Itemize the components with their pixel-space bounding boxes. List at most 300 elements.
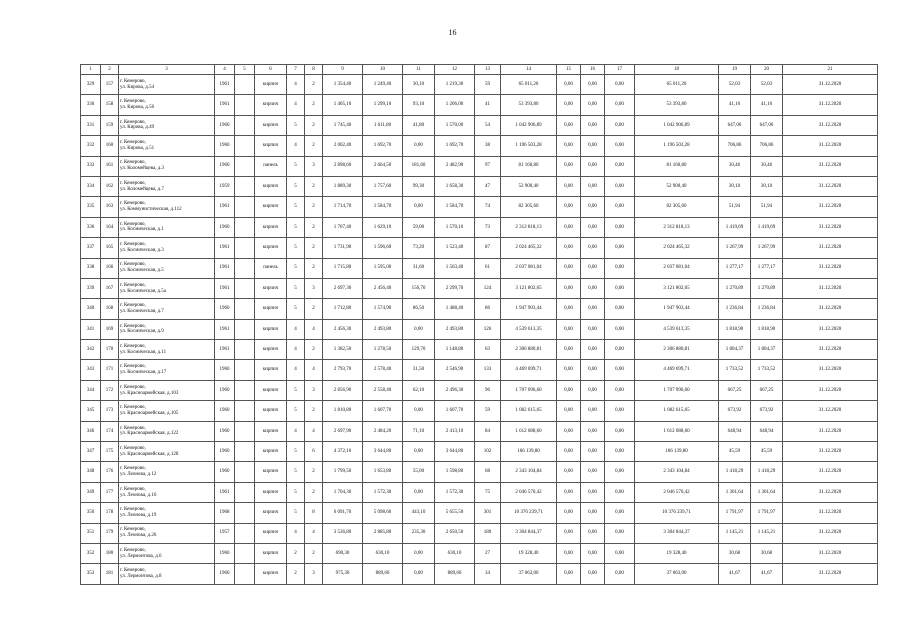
table-cell: 0,00 [557,503,581,523]
table-cell: 5 [287,401,305,421]
address-street: ул. Лермонтова, д.6 [120,553,162,559]
column-number-cell: 13 [475,65,501,75]
table-cell: 0,00 [557,238,581,258]
table-cell: 0,00 [605,482,635,502]
table-cell: 1 563,40 [435,258,475,278]
table-cell: 160 [101,136,119,156]
table-cell: 3 [305,564,323,584]
table-cell [235,421,255,441]
table-cell: 180 [475,523,501,543]
table-cell: 59 [475,75,501,95]
table-cell: 75 [475,482,501,502]
address-city: г. Кемерово, [120,242,146,248]
table-cell: панель [255,156,287,176]
address-city: г. Кемерово, [120,262,146,268]
table-cell: 2 002,40 [323,136,363,156]
address-street: ул. Кирова, д.49 [120,125,155,131]
table-cell [235,217,255,237]
table-cell: 1960 [215,401,235,421]
table-cell: 1 799,50 [323,462,363,482]
column-number-cell: 7 [287,65,305,75]
address-city: г. Кемерово, [120,119,146,125]
column-number-cell: 6 [255,65,287,75]
table-cell: 71,10 [403,421,435,441]
table-row [81,156,878,176]
column-number-cell: 16 [581,65,605,75]
address-cell [119,340,215,360]
table-cell: 0,00 [581,258,605,278]
table-cell: 349 [81,482,101,502]
table-cell: кирпич [255,523,287,543]
table-cell: 47 [475,176,501,196]
table-row [81,197,878,217]
table-cell: 0,00 [581,156,605,176]
table-cell: 1 692,70 [435,136,475,156]
table-cell: 2 [305,217,323,237]
address-street: ул. Кирова, д.51 [120,145,155,151]
column-number-cell: 17 [605,65,635,75]
table-cell: 52,03 [719,75,751,95]
column-number-cell: 2 [101,65,119,75]
table-cell: 82 305,60 [635,197,719,217]
table-cell: 174 [101,421,119,441]
address-cell [119,95,215,115]
table-cell: 124 [475,278,501,298]
table-cell: 0,00 [581,564,605,584]
table-cell: 2 [305,543,323,563]
table-cell: 175 [101,442,119,462]
table-cell: 86,50 [403,299,435,319]
address-city: г. Кемерово, [120,384,146,390]
address-city: г. Кемерово, [120,568,146,574]
table-cell: 0,00 [557,564,581,584]
table-cell: 350 [81,503,101,523]
column-number-cell: 15 [557,65,581,75]
table-cell: 0,00 [581,238,605,258]
column-number-cell: 19 [719,65,751,75]
table-cell: 0,00 [581,95,605,115]
table-cell: 2 [287,564,305,584]
address-city: г. Кемерово, [120,78,146,84]
table-cell: 1 277,17 [719,258,751,278]
table-cell: 2 299,70 [435,278,475,298]
table-cell: 31,50 [403,360,435,380]
address-cell [119,462,215,482]
table-cell: 3 644,80 [435,442,475,462]
table-cell: 0,00 [605,75,635,95]
address-city: г. Кемерово, [120,527,146,533]
table-cell: 0,00 [557,136,581,156]
table-cell: 166 [101,258,119,278]
table-cell: 31.12.2020 [783,217,878,237]
table-cell: 1 572,30 [363,482,403,502]
address-cell [119,176,215,196]
table-cell: 343 [81,360,101,380]
table-row [81,462,878,482]
table-cell: 1 419,69 [751,217,783,237]
table-cell: 2 578,40 [363,360,403,380]
table-cell: 0,00 [581,360,605,380]
table-cell: 5 655,50 [435,503,475,523]
table-cell [235,115,255,135]
table-cell: кирпич [255,564,287,584]
table-cell: 0,00 [605,217,635,237]
table-cell: 1 267,99 [751,238,783,258]
table-cell: 62,10 [403,380,435,400]
table-cell: 1 418,29 [751,462,783,482]
table-cell [235,258,255,278]
table-cell: 31.12.2020 [783,523,878,543]
table-cell: 0,00 [557,156,581,176]
table-cell: 333 [81,156,101,176]
table-cell: кирпич [255,176,287,196]
address-city: г. Кемерово, [120,221,146,227]
table-cell: кирпич [255,299,287,319]
table-cell: 1961 [215,278,235,298]
table-cell: кирпич [255,238,287,258]
address-city: г. Кемерово, [120,282,146,288]
table-cell: 2 558,40 [363,380,403,400]
table-cell: кирпич [255,340,287,360]
table-cell [235,176,255,196]
table-cell: 648,94 [751,421,783,441]
table-cell: 82 305,60 [501,197,557,217]
table-cell: 0,00 [581,380,605,400]
table-cell: 630,10 [363,543,403,563]
table-cell: кирпич [255,380,287,400]
table-cell [235,197,255,217]
table-row [81,95,878,115]
table-cell: 1 419,69 [719,217,751,237]
table-cell: 31.12.2020 [783,176,878,196]
table-cell: 1 707 096,60 [635,380,719,400]
table-cell: 1 301,64 [751,482,783,502]
table-cell: 31.12.2020 [783,299,878,319]
table-cell: 2 885,80 [363,523,403,543]
table-cell: 2 046 570,42 [501,482,557,502]
table-cell: 330 [81,95,101,115]
table-cell: 0,00 [605,380,635,400]
column-number-cell: 3 [119,65,215,75]
table-cell: 2 [305,238,323,258]
table-cell: 4 [305,421,323,441]
table-cell: 52 900,40 [635,176,719,196]
table-cell: 1 707 096,60 [501,380,557,400]
table-cell: 4 372,10 [323,442,363,462]
table-cell: 30,46 [751,156,783,176]
table-cell: 5 [287,462,305,482]
table-cell: 0,00 [403,319,435,339]
table-cell: кирпич [255,543,287,563]
address-cell [119,278,215,298]
table-cell: 1 731,90 [323,238,363,258]
table-cell: 344 [81,380,101,400]
table-cell: 1 692,70 [363,136,403,156]
table-cell: 86 [475,299,501,319]
table-cell: 647,06 [719,115,751,135]
table-row [81,258,878,278]
table-cell: 1 791,97 [719,503,751,523]
table-cell: 1 598,80 [435,462,475,482]
table-cell: 0,00 [605,421,635,441]
table-cell: 1 270,89 [751,278,783,298]
table-cell: 0,00 [581,523,605,543]
table-cell: 1 236,84 [719,299,751,319]
address-city: г. Кемерово, [120,486,146,492]
table-cell: 181 [101,564,119,584]
table-cell: 8 [305,503,323,523]
table-cell: 647,06 [751,115,783,135]
table-cell: 1 148,80 [435,340,475,360]
table-cell [235,442,255,462]
table-cell: 179 [101,523,119,543]
table-cell: 1 574,90 [363,299,403,319]
table-row [81,503,878,523]
address-cell [119,380,215,400]
table-cell: 2 [305,462,323,482]
table-cell: 126 [475,319,501,339]
table-cell: 133 [475,360,501,380]
table-cell: 2 [305,115,323,135]
table-cell: 0,00 [605,503,635,523]
table-cell: 31.12.2020 [783,115,878,135]
table-cell: 81 160,80 [501,156,557,176]
table-cell: 1 596,60 [363,238,403,258]
table-cell: 1 818,90 [751,319,783,339]
table-cell: 172 [101,380,119,400]
address-city: г. Кемерово, [120,425,146,431]
table-cell: 347 [81,442,101,462]
table-cell: 1 712,80 [323,299,363,319]
table-cell: 51,94 [751,197,783,217]
column-number-cell: 11 [403,65,435,75]
address-street: ул. Кирова, д.54 [120,84,155,90]
table-cell: 339 [81,278,101,298]
table-cell: 0,00 [605,564,635,584]
table-cell: 2 546,90 [435,360,475,380]
address-street: ул. Космическая, д.9 [120,329,164,335]
table-cell: 1 277,17 [751,258,783,278]
table-cell: 5 [287,503,305,523]
table-cell: 338 [81,258,101,278]
table-cell: 1961 [215,258,235,278]
table-cell [235,380,255,400]
table-cell: 0,00 [557,360,581,380]
table-cell: 31.12.2020 [783,401,878,421]
table-cell [235,482,255,502]
table-cell: 1 270,89 [719,278,751,298]
table-cell: 1 818,90 [719,319,751,339]
table-cell: 2 [305,340,323,360]
address-street: ул. Коломейцева, д.7 [120,186,164,192]
table-row [81,115,878,135]
table-cell: кирпич [255,75,287,95]
table-cell: 163 [101,197,119,217]
table-cell: кирпич [255,482,287,502]
table-cell: 0,00 [605,523,635,543]
table-cell: 5 [287,217,305,237]
table-cell: 30,10 [719,176,751,196]
address-cell [119,238,215,258]
table-cell: 97 [475,156,501,176]
address-city: г. Кемерово, [120,99,146,105]
table-cell: 1 196 503,28 [635,136,719,156]
table-cell: кирпич [255,115,287,135]
table-cell: 52 900,40 [501,176,557,196]
table-cell: 161 [101,156,119,176]
table-cell: 4 [287,360,305,380]
table-cell: 5 [287,299,305,319]
table-cell: 2 343 104,84 [635,462,719,482]
table-cell: 2 456,40 [363,278,403,298]
table-cell: 31.12.2020 [783,258,878,278]
table-cell: 345 [81,401,101,421]
table-cell: 1961 [215,75,235,95]
table-cell: 0,00 [581,299,605,319]
table-cell: 5 [287,482,305,502]
table-cell: 3 121 802,65 [635,278,719,298]
address-street: ул. Космическая, д.7 [120,308,164,314]
table-cell: 1957 [215,523,235,543]
address-street: ул. Космическая, д.17 [120,370,167,376]
table-cell: 0,00 [557,401,581,421]
table-cell: 2 [305,136,323,156]
table-cell: 352 [81,543,101,563]
table-cell: 45,59 [719,442,751,462]
table-cell: 706,86 [719,136,751,156]
table-cell: 4 539 613,35 [635,319,719,339]
table-cell: 0,00 [557,442,581,462]
table-cell: 169 [101,319,119,339]
table-cell: 3 304 844,37 [501,523,557,543]
table-cell: 3 536,80 [323,523,363,543]
table-cell: 1960 [215,156,235,176]
table-cell: 168 [101,299,119,319]
address-cell [119,258,215,278]
table-cell: 1959 [215,176,235,196]
table-cell: 0,00 [581,278,605,298]
table-cell: 1 301,64 [719,482,751,502]
table-cell: 235,30 [403,523,435,543]
table-cell: 31.12.2020 [783,442,878,462]
table-cell: 4 [305,360,323,380]
column-number-cell: 10 [363,65,403,75]
table-cell: 0,00 [581,115,605,135]
table-cell: 329 [81,75,101,95]
table-cell: 2 650,50 [435,523,475,543]
table-cell: 0,00 [605,360,635,380]
column-number-cell: 18 [635,65,719,75]
table-cell: 63 [475,340,501,360]
address-cell [119,523,215,543]
address-cell [119,115,215,135]
table-cell: 1 733,52 [751,360,783,380]
table-cell: 156,70 [403,278,435,298]
table-row [81,421,878,441]
table-cell: 2 484,20 [363,421,403,441]
address-city: г. Кемерово, [120,547,146,553]
table-cell: 164 [101,217,119,237]
table-cell: 53 393,80 [635,95,719,115]
table-cell: 1 145,21 [719,523,751,543]
table-cell: 1 715,80 [323,258,363,278]
address-street: ул. Космическая, д.11 [120,349,167,355]
table-cell: 65 011,20 [501,75,557,95]
table-cell: 2 898,60 [323,156,363,176]
table-cell: 129,70 [403,340,435,360]
table-cell: 0,00 [581,136,605,156]
table-cell: 889,60 [435,564,475,584]
address-street: ул. Леонова, д.19 [120,512,157,518]
table-cell: 0,00 [581,442,605,462]
table-cell: 31.12.2020 [783,136,878,156]
table-cell: 1 804,37 [719,340,751,360]
table-cell: 0,00 [403,442,435,462]
table-cell: 1 584,70 [363,197,403,217]
table-cell: 0,00 [581,421,605,441]
table-cell: 0,00 [557,258,581,278]
table-cell: 178 [101,503,119,523]
table-cell: 1 714,70 [323,197,363,217]
table-cell: 31.12.2020 [783,340,878,360]
address-city: г. Кемерово, [120,160,146,166]
table-cell: 31.12.2020 [783,564,878,584]
table-cell: 1961 [215,238,235,258]
table-cell [235,543,255,563]
table-cell: 4 [287,523,305,543]
table-cell: 2 697,30 [323,278,363,298]
table-row [81,380,878,400]
table-cell: 2 482,90 [435,156,475,176]
table-cell: 165 [101,238,119,258]
address-city: г. Кемерово, [120,364,146,370]
table-cell: 341 [81,319,101,339]
address-street: ул. Красноармейская, д.105 [120,410,179,416]
table-cell: 301 [475,503,501,523]
table-cell: 157 [101,75,119,95]
table-cell: 0,00 [557,523,581,543]
table-row [81,482,878,502]
table-cell: 31.12.2020 [783,421,878,441]
table-cell: 31.12.2020 [783,75,878,95]
table-cell: 630,10 [435,543,475,563]
table-cell: 34 [475,564,501,584]
table-cell: 335 [81,197,101,217]
table-cell: 59 [475,401,501,421]
table-cell: 0,00 [557,95,581,115]
table-cell: 1961 [215,340,235,360]
table-cell: 0,00 [581,176,605,196]
table-cell: 0,00 [581,217,605,237]
table-cell: 342 [81,340,101,360]
table-cell: 2 456,30 [323,319,363,339]
table-cell: 1961 [215,319,235,339]
table-cell: 30,10 [751,176,783,196]
table-cell: 5 [287,278,305,298]
table-cell: 3 304 844,37 [635,523,719,543]
table-cell: 4 [305,523,323,543]
address-city: г. Кемерово, [120,445,146,451]
table-cell: кирпич [255,319,287,339]
table-cell: 2 856,90 [323,380,363,400]
table-cell: 2 [305,197,323,217]
table-cell: кирпич [255,503,287,523]
table-cell [235,340,255,360]
table-cell: 158 [101,95,119,115]
table-row [81,278,878,298]
address-cell [119,136,215,156]
table-cell: 0,00 [605,115,635,135]
